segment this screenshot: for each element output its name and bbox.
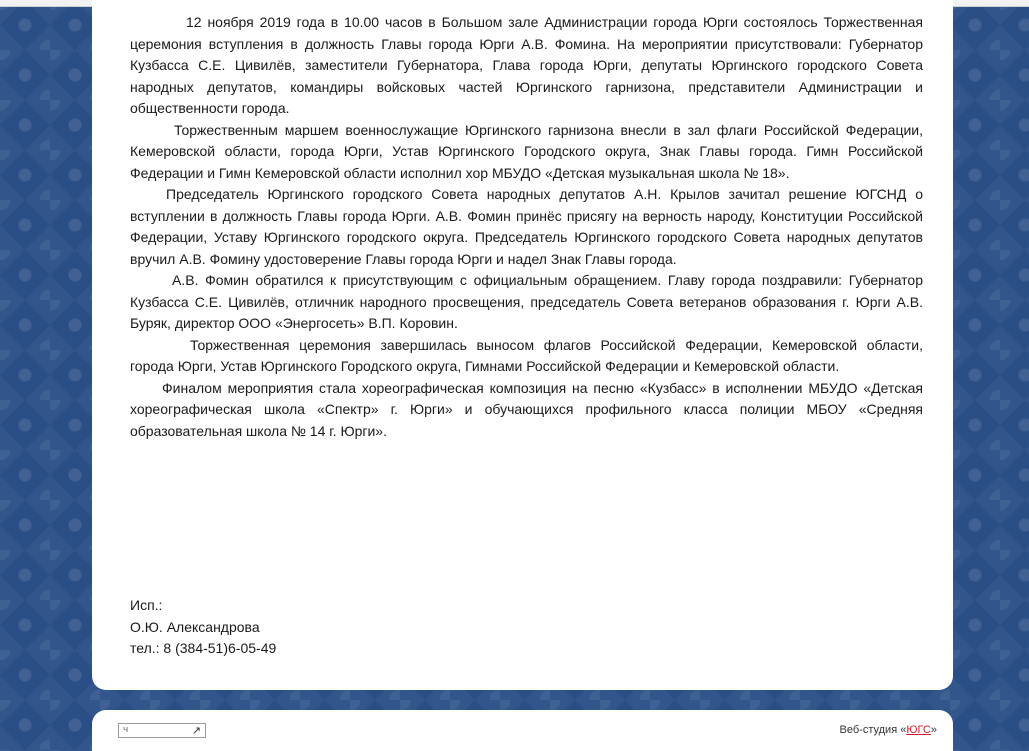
article-paragraph-2: Торжественным маршем военнослужащие Юргинского гарнизона внесли в зал флаги Российской Федерации, Кемеровской области, города Юрги, Устав Юргинского Городского округа, Знак Главы города. Гимн Российской Федерации и Гимн Кемеровской области исполнил хор МБУДО «Детская музыкальная школа № 18». [130, 121, 923, 181]
article-paragraph-3: Председатель Юргинского городского Совета народных депутатов А.Н. Крылов зачитал решение ЮГСНД о вступлении в должность Главы города Юрги. А.В. Фомин принёс присягу на верность народу, Конституции Российской Федерации, Уставу Юргинского городского округа. Председатель Юргинского городского Совета народных депутатов вручил А.В. Фомину удостоверение Главы города Юрги и надел Знак Главы города. [130, 186, 923, 267]
credit-suffix: » [930, 724, 937, 736]
web-studio-credit [840, 724, 937, 736]
contact-phone: тел.: 8 (384-51)6-05-49 [130, 640, 277, 656]
article-paragraph-5: Торжественная церемония завершилась выносом флагов Российской Федерации, Кемеровской области, города Юрги, Устав Юргинского Городского округа, Гимнами Российской Федерации и Кемеровской области. [130, 336, 923, 374]
contact-block [130, 595, 276, 660]
article-paragraph-1: 12 ноября 2019 года в 10.00 часов в Большом зале Администрации города Юрги состоялось Торжественная церемония вступления в должность Главы города Юрги А.В. Фомина. На мероприятии присутствовали: Губернатор Кузбасса С.Е. Цивилёв, заместители Губернатора, Глава города Юрги, депутаты Юргинского городского Совета народных депутатов, командиры войсковых частей Юргинского гарнизона, представители Администрации и общественности города. [130, 14, 923, 116]
web-studio-link[interactable]: ЮГС [906, 724, 931, 736]
content-card [92, 0, 953, 690]
article-paragraph-4: А.В. Фомин обратился к присутствующим с официальным обращением. Главу города поздравили: Губернатор Кузбасса С.Е. Цивилёв, отличник народного просвещения, председатель Совета ветеранов образования г. Юрги А.В. Буряк, директор ООО «Энергосеть» В.П. Коровин. [130, 272, 923, 331]
article-body [130, 12, 923, 442]
article-paragraph-6: Финалом мероприятия стала хореографическая композиция на песню «Кузбасс» в исполнении МБУДО «Детская хореографическая школа «Спектр» г. Юрги» и обучающихся профильного класса полиции МБОУ «Средняя образовательная школа № 14 г. Юрги». [130, 379, 923, 439]
counter-label: ч [123, 725, 129, 735]
visit-counter-widget[interactable] [118, 723, 206, 738]
contact-name: О.Ю. Александрова [130, 618, 260, 635]
external-link-icon: ↗ [191, 724, 201, 737]
credit-prefix: Веб-студия « [839, 724, 907, 736]
contact-label: Исп.: [130, 597, 163, 613]
footer [92, 710, 953, 751]
